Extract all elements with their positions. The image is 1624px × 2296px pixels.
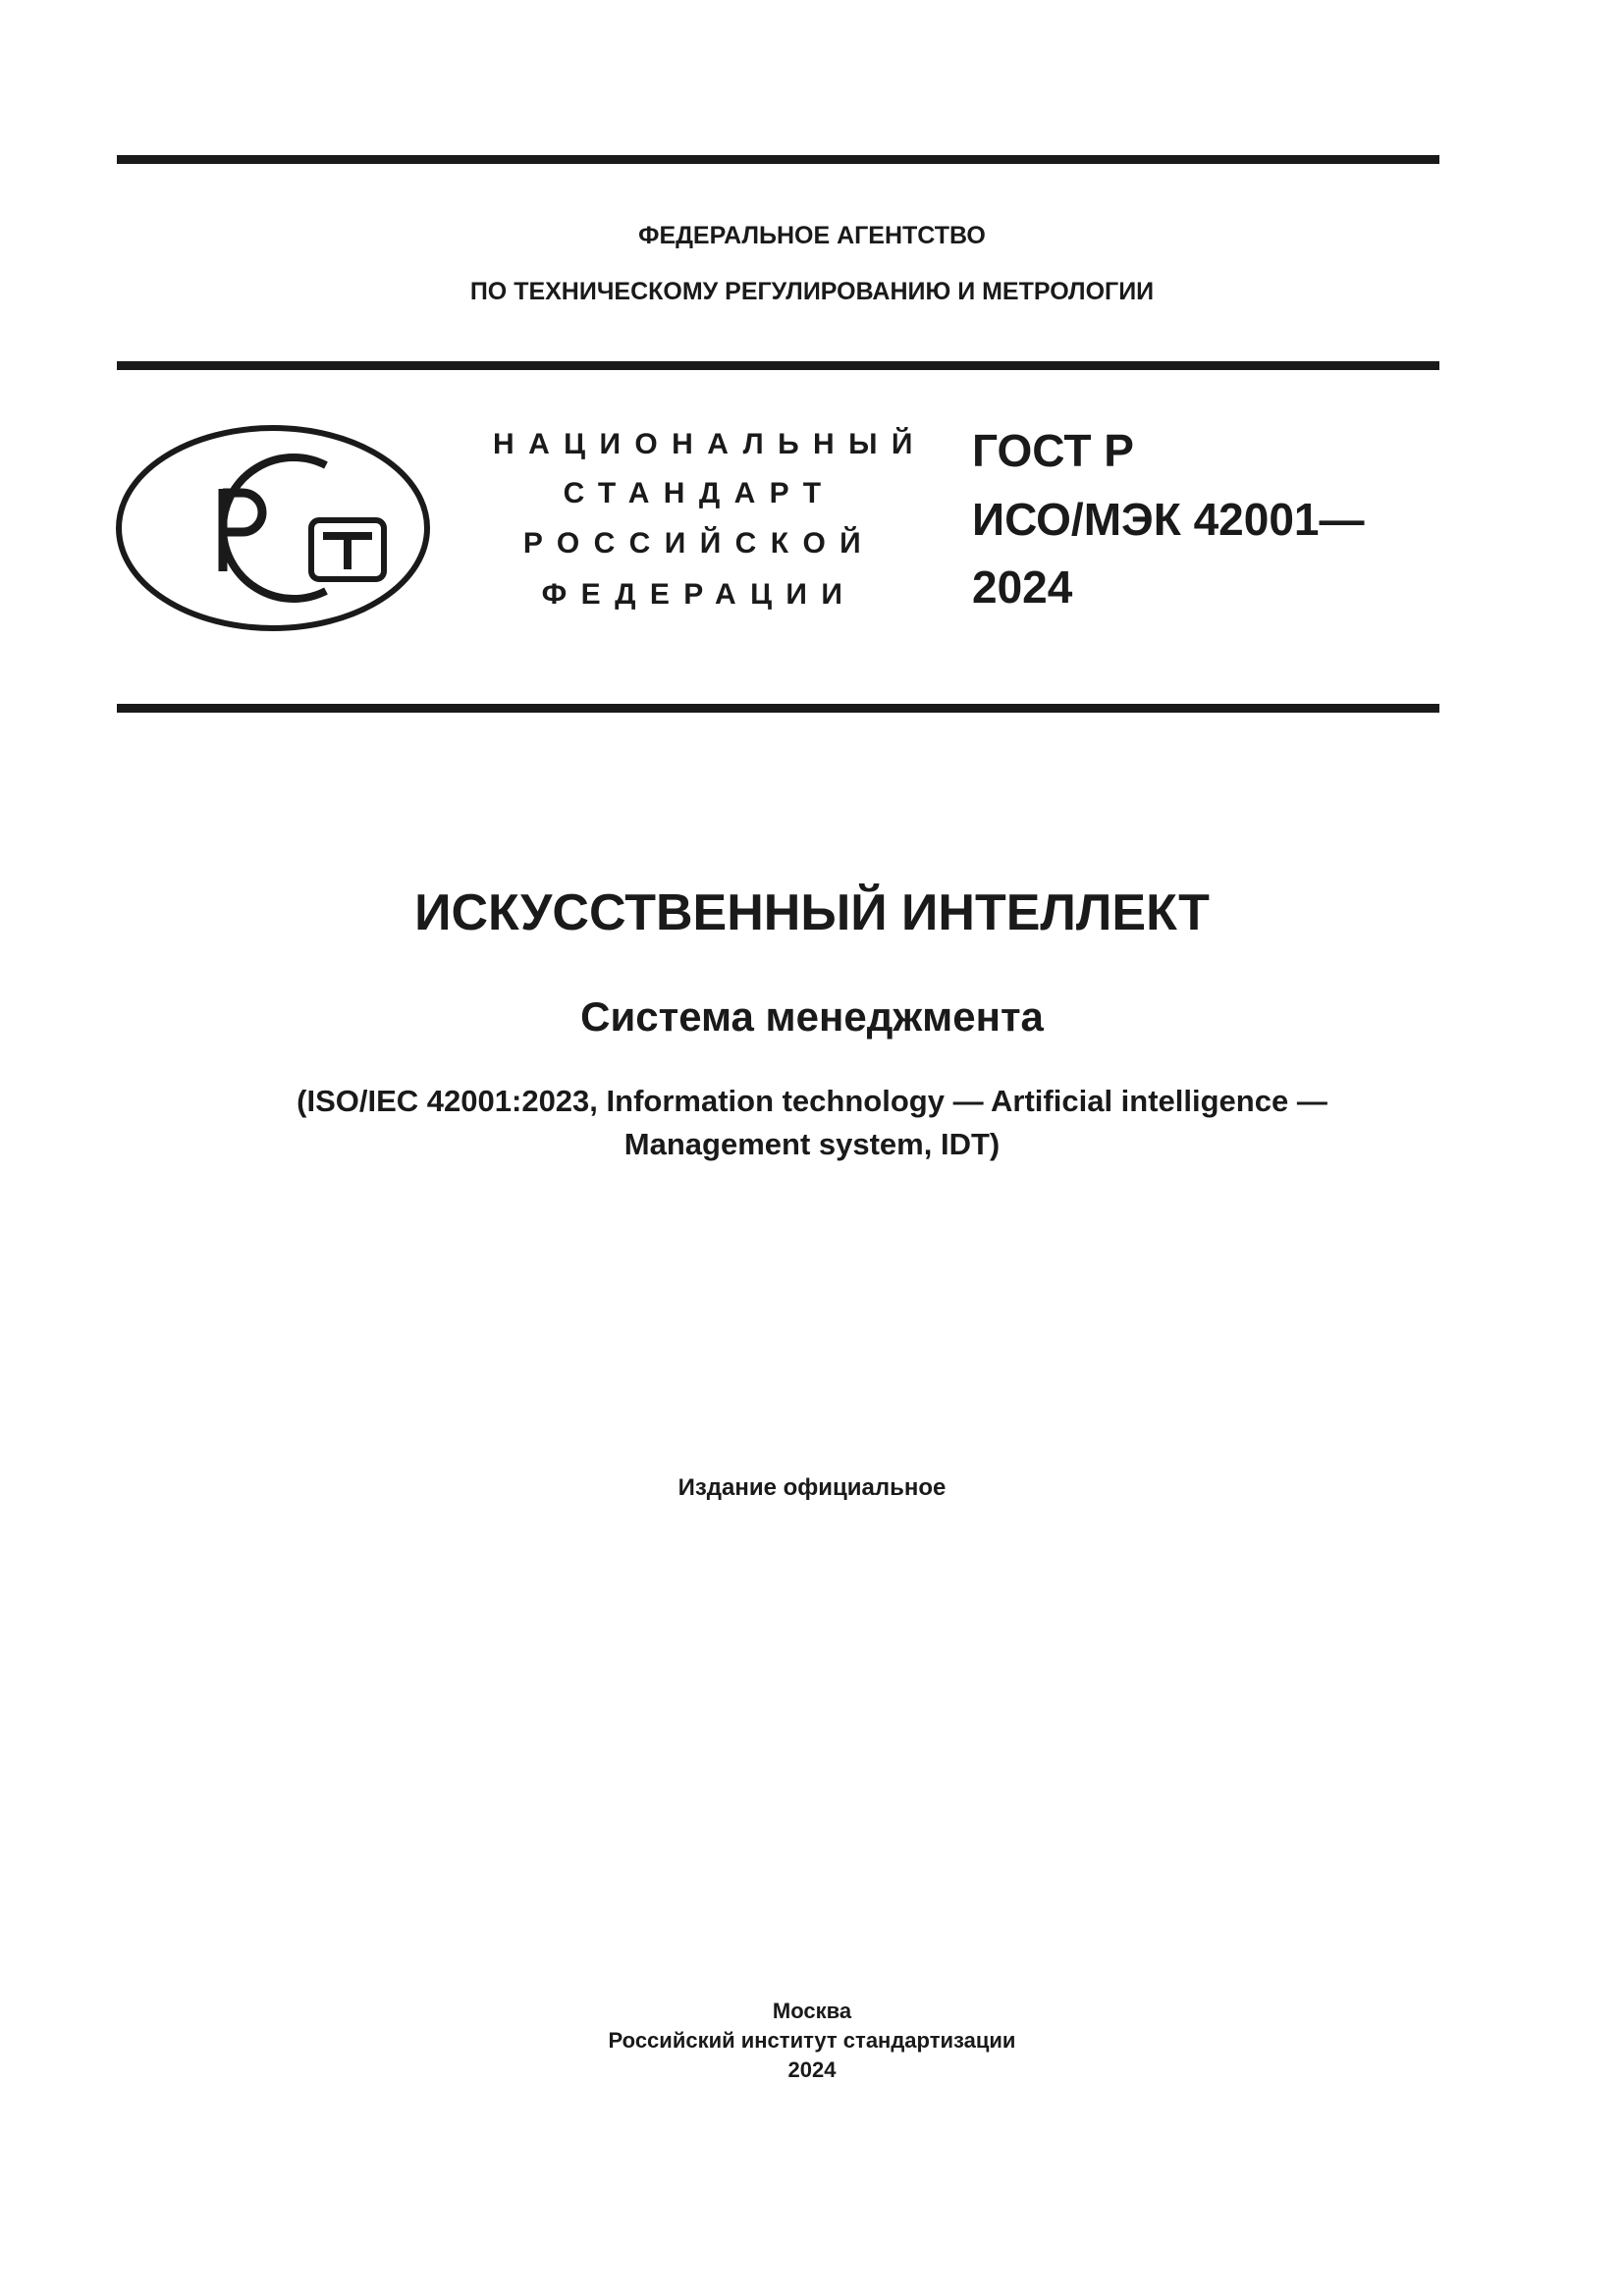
publication-city: Москва [772, 1999, 852, 2023]
designation-line-2: ИСО/МЭК 42001— [972, 494, 1365, 545]
title-block-rule [117, 704, 1439, 713]
document-subtitle: Система менеджмента [580, 993, 1044, 1040]
publisher-name: Российский институт стандартизации [608, 2028, 1016, 2053]
publication-year: 2024 [787, 2057, 837, 2082]
header-divider-rule [117, 361, 1439, 370]
designation-line-3: 2024 [972, 561, 1073, 613]
standard-type-line-4: ФЕДЕРАЦИИ [541, 578, 857, 611]
original-standard-line-2: Management system, IDT) [623, 1127, 1001, 1161]
document-title: ИСКУССТВЕННЫЙ ИНТЕЛЛЕКТ [414, 884, 1210, 941]
standard-type-line-3: РОССИЙСКОЙ [522, 527, 876, 560]
agency-name-line-2: ПО ТЕХНИЧЕСКОМУ РЕГУЛИРОВАНИЮ И МЕТРОЛОГИИ [469, 278, 1155, 305]
standard-type-line-1: НАЦИОНАЛЬНЫЙ [493, 428, 927, 460]
original-standard-line-1: (ISO/IEC 42001:2023, Information technology — Artificial intelligence — [297, 1084, 1327, 1118]
agency-name-line-1: ФЕДЕРАЛЬНОЕ АГЕНТСТВО [638, 222, 986, 249]
top-rule [117, 155, 1439, 164]
edition-label: Издание официальное [677, 1474, 947, 1501]
rst-mark-icon [115, 424, 431, 632]
designation-line-1: ГОСТ Р [972, 425, 1134, 476]
standard-type-line-2: СТАНДАРТ [563, 477, 836, 509]
